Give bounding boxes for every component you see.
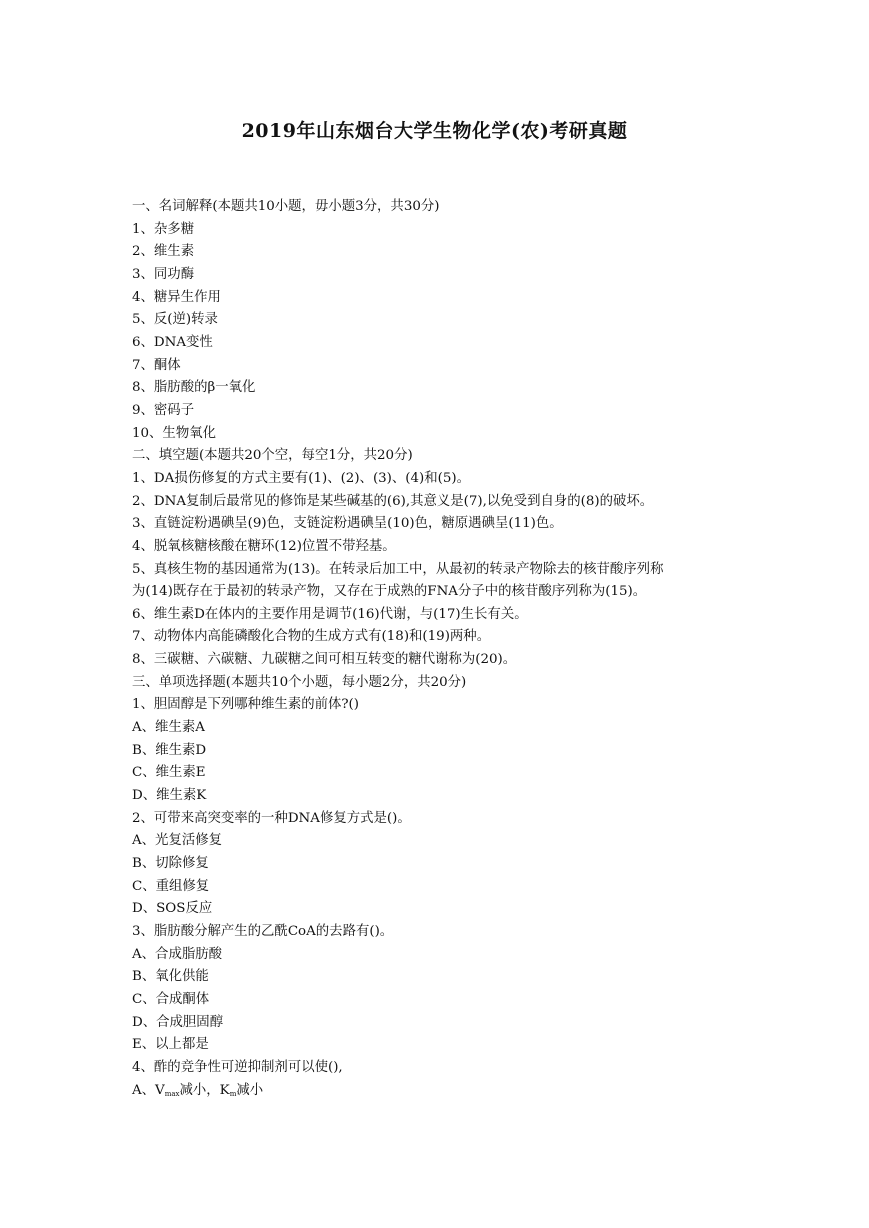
question-stem: 1、胆固醇是下列哪种维生素的前体?() <box>132 697 360 713</box>
choice-option: D、维生素K <box>132 788 207 804</box>
fill-blank-item: 3、直链淀粉遇碘呈(9)色，支链淀粉遇碘呈(10)色，糖原遇碘呈(11)色。 <box>132 516 563 532</box>
choice-option: B、氧化供能 <box>132 969 209 985</box>
choice-option: B、维生素D <box>132 742 207 758</box>
term-item: 4、糖异生作用 <box>132 289 221 305</box>
exam-content <box>132 196 772 1102</box>
choice-option: E、以上都是 <box>132 1037 209 1053</box>
term-item: 10、生物氧化 <box>132 425 216 441</box>
term-item: 6、DNA变性 <box>132 334 213 350</box>
option-text: 减小，K <box>179 1082 230 1098</box>
choice-option: C、维生素E <box>132 765 206 781</box>
choice-option: D、SOS反应 <box>132 901 213 917</box>
choice-option: C、重组修复 <box>132 878 210 894</box>
fill-blank-item: 5、真核生物的基因通常为(13)。在转录后加工中，从最初的转录产物除去的核苷酸序列称 <box>132 561 664 577</box>
choice-option: A、维生素A <box>132 720 205 736</box>
choice-option: C、合成酮体 <box>132 991 210 1007</box>
fill-blank-item: 1、DA损伤修复的方式主要有(1)、(2)、(3)、(4)和(5)。 <box>132 470 471 486</box>
term-item: 1、杂多糖 <box>132 221 195 237</box>
fill-blank-item-continuation: 为(14)既存在于最初的转录产物，又存在于成熟的FNA分子中的核苷酸序列称为(15)。 <box>132 584 647 600</box>
term-item: 7、酮体 <box>132 357 181 373</box>
question-stem: 3、脂肪酸分解产生的乙酰CoA的去路有()。 <box>132 924 394 939</box>
term-item: 8、脂肪酸的β一氧化 <box>132 380 256 396</box>
option-text: A、V <box>132 1082 165 1098</box>
subscript-m: m <box>229 1089 237 1098</box>
section-heading: 二、填空题(本题共20个空，每空1分，共20分) <box>132 448 413 464</box>
option-text: 减小 <box>236 1082 264 1098</box>
term-item: 5、反(逆)转录 <box>132 312 218 328</box>
term-item: 3、同功酶 <box>132 266 195 282</box>
fill-blank-item: 4、脱氧核糖核酸在糖环(12)位置不带羟基。 <box>132 538 396 554</box>
page-title: 2019年山东烟台大学生物化学(农)考研真题 <box>241 120 628 142</box>
choice-option: A、合成脂肪酸 <box>132 946 223 962</box>
fill-blank-item: 2、DNA复制后最常见的修饰是某些碱基的(6),其意义是(7),以免受到自身的(8)的破坏。 <box>132 493 654 509</box>
question-stem: 4、酢的竞争性可逆抑制剂可以使(), <box>132 1059 343 1075</box>
question-stem: 2、可带来高突变率的一种DNA修复方式是()。 <box>132 810 411 826</box>
choice-option: A、光复活修复 <box>132 833 223 849</box>
choice-option <box>132 1080 772 1103</box>
subscript-max: max <box>164 1089 180 1098</box>
fill-blank-item: 6、维生素D在体内的主要作用是调节(16)代谢，与(17)生长有关。 <box>132 606 528 622</box>
section-heading: 三、单项选择题(本题共10个小题，每小题2分，共20分) <box>132 674 467 690</box>
section-heading: 一、名词解释(本题共10小题，毋小题3分，共30分) <box>132 199 440 214</box>
term-item: 9、密码子 <box>132 402 195 418</box>
term-item: 2、维生素 <box>132 244 195 260</box>
choice-option: B、切除修复 <box>132 856 209 872</box>
fill-blank-item: 7、动物体内高能磷酸化合物的生成方式有(18)和(19)两种。 <box>132 629 491 645</box>
choice-option: D、合成胆固醇 <box>132 1014 224 1030</box>
fill-blank-item: 8、三碳糖、六碳糖、九碳糖之间可相互转变的糖代谢称为(20)。 <box>132 652 517 668</box>
